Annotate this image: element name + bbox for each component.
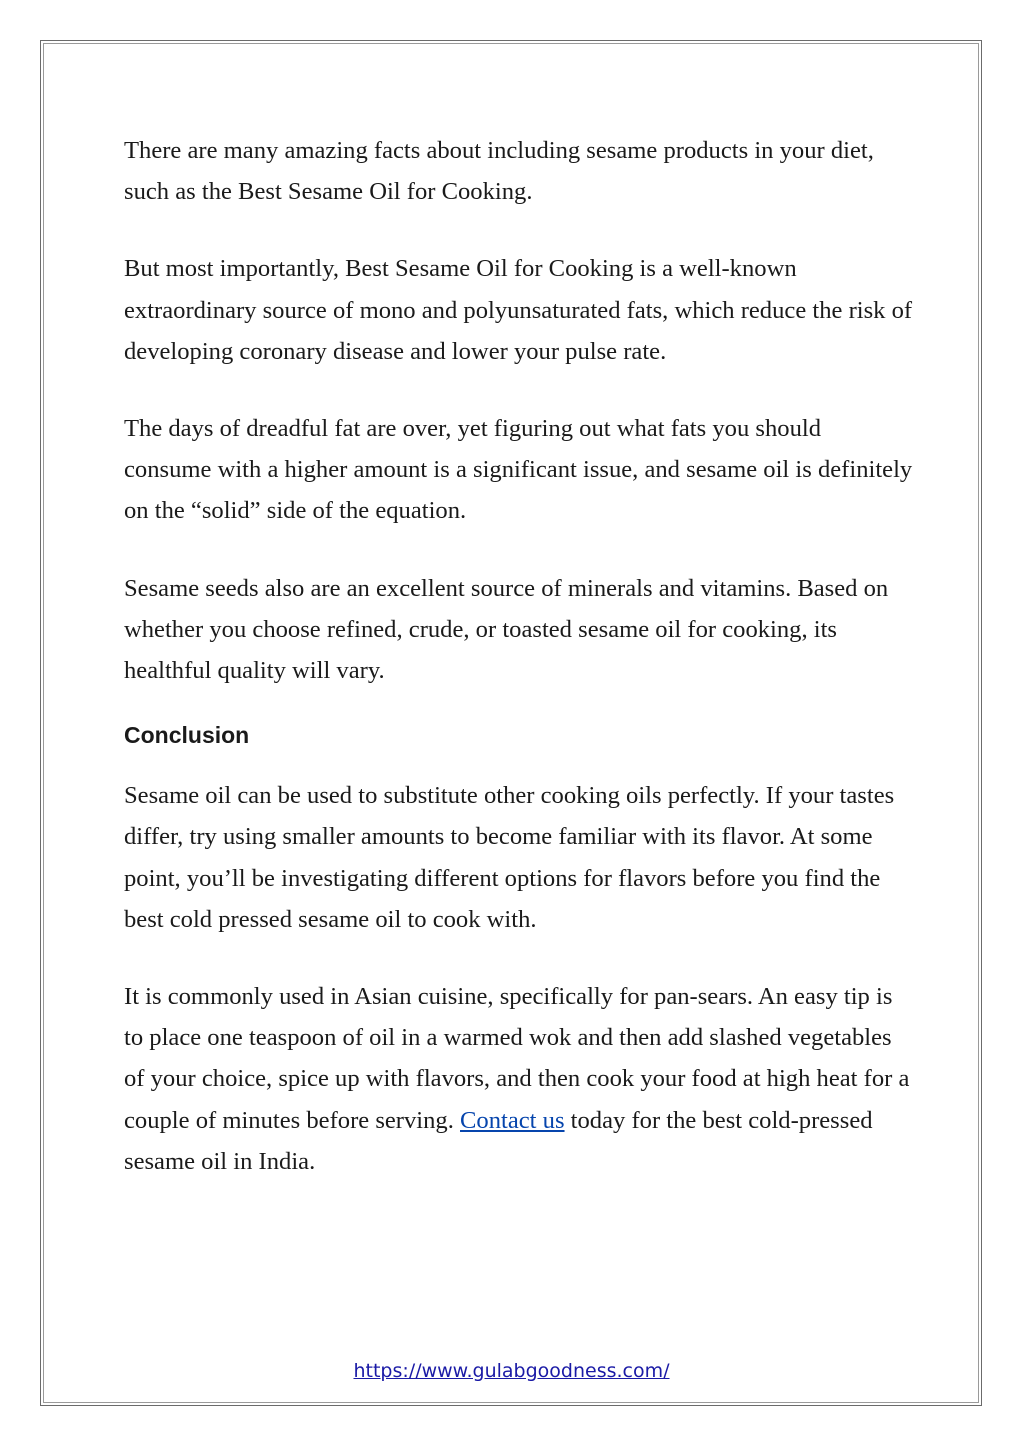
asian-cuisine-text: It is commonly used in Asian cuisine, specifically for pan-sears. An easy tip is to place one teaspoon of oil in a warmed wok and then add slashed vegetables of your choice, spice up with flavors, and then cook your food at high heat for a couple of minutes before serving. bbox=[124, 983, 910, 1134]
footer bbox=[0, 1358, 1023, 1384]
paragraph-sesame-seeds: Sesame seeds also are an excellent source of minerals and vitamins. Based on whether you choose refined, crude, or toasted sesame oil for cooking, its healthful quality will vary. bbox=[124, 574, 889, 685]
document-body bbox=[124, 130, 914, 1218]
paragraph-intro: There are many amazing facts about including sesame products in your diet, such as the Best Sesame Oil for Cooking. bbox=[124, 137, 874, 206]
paragraph-conclusion: Sesame oil can be used to substitute other cooking oils perfectly. If your tastes differ, try using smaller amounts to become familiar with its flavor. At some point, you’ll be investigating different options for flavors before you find the best cold pressed sesame oil to cook with. bbox=[124, 782, 895, 933]
contact-us-link[interactable]: Contact us bbox=[460, 1106, 565, 1134]
paragraph-dreadful-fat: The days of dreadful fat are over, yet figuring out what fats you should consume with a higher amount is a significant issue, and sesame oil is definitely on the “solid” side of the equation. bbox=[124, 415, 913, 525]
asian-cuisine-text-end: today for the best cold-pressed sesame oil in India. bbox=[124, 1106, 873, 1175]
paragraph-fats: But most importantly, Best Sesame Oil for Cooking is a well-known extraordinary source of mono and polyunsaturated fats, which reduce the risk of developing coronary disease and lower your pulse rate. bbox=[124, 255, 913, 365]
conclusion-heading: Conclusion bbox=[124, 722, 250, 749]
website-link[interactable]: https://www.gulabgoodness.com/ bbox=[353, 1360, 670, 1382]
paragraph-asian-cuisine bbox=[124, 976, 914, 1182]
